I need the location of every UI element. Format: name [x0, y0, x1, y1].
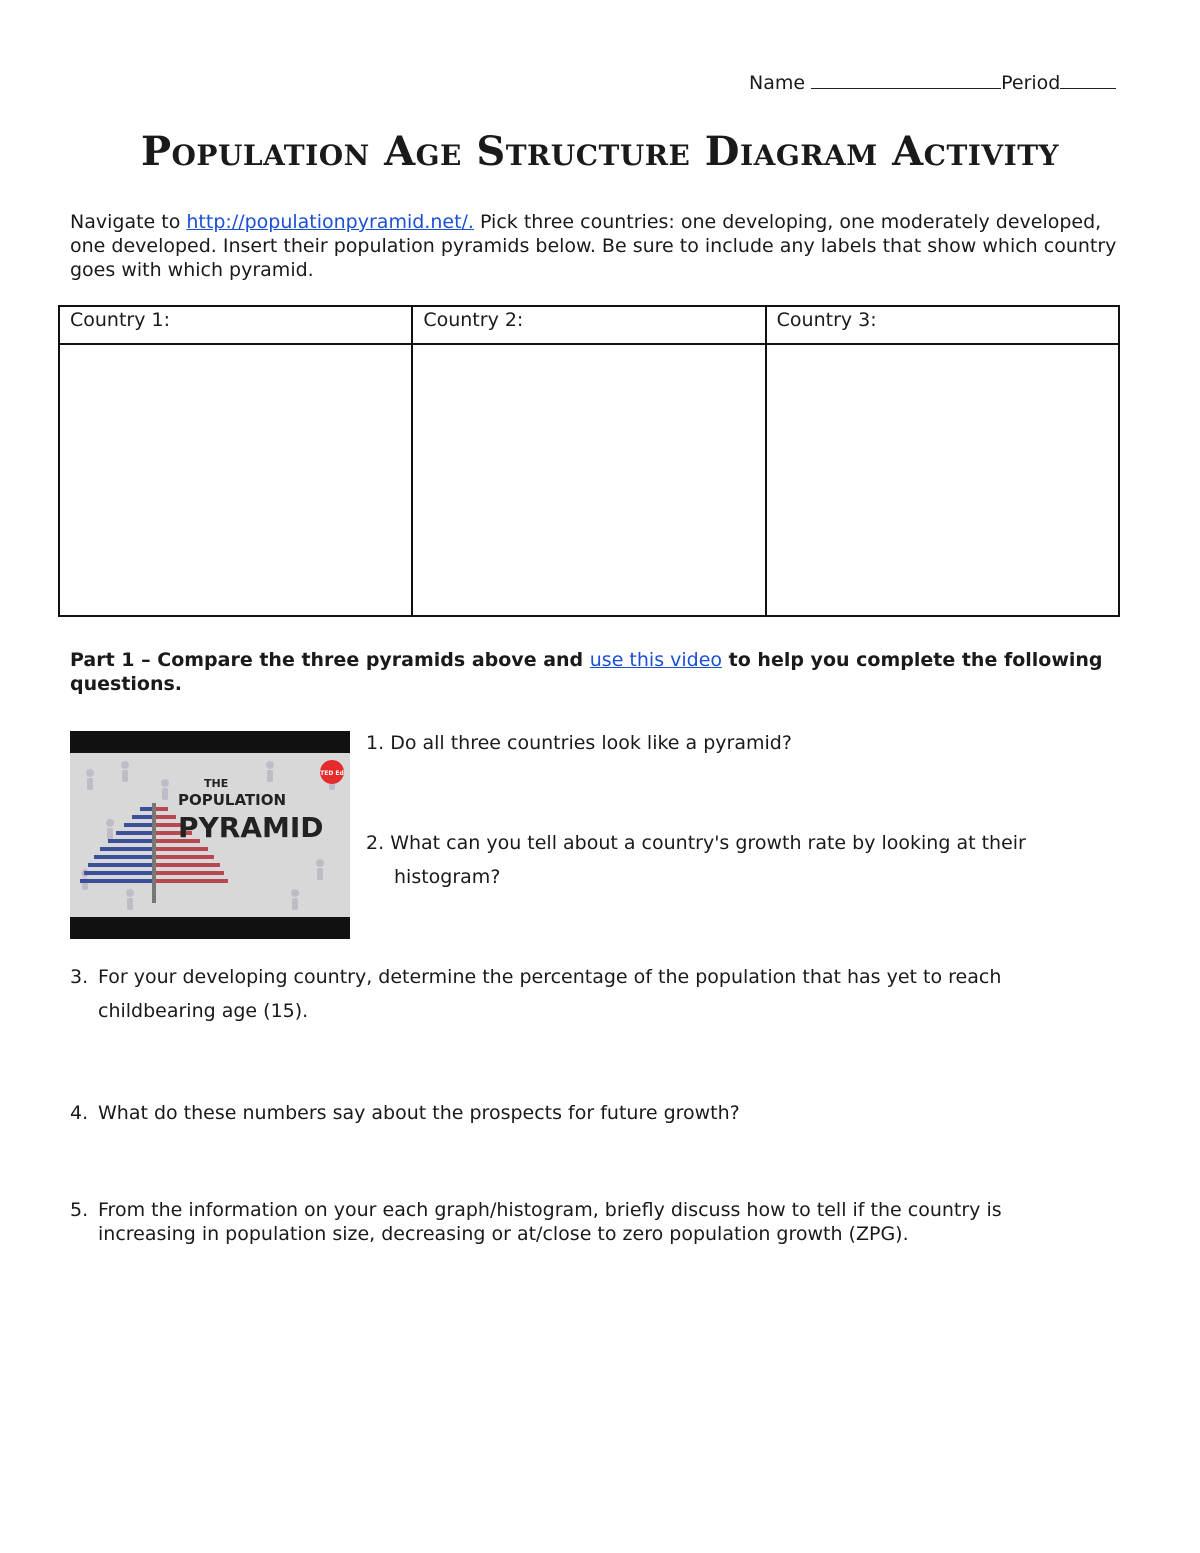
- pyramid-axis: [152, 803, 156, 903]
- countries-table: [58, 305, 1120, 617]
- question-1-text: Do all three countries look like a pyramid?: [390, 732, 792, 754]
- table-header-row: [59, 306, 1119, 344]
- name-label: Name: [749, 72, 806, 94]
- population-pyramid-link[interactable]: http://populationpyramid.net/.: [186, 211, 474, 233]
- country-1-cell[interactable]: [59, 344, 412, 616]
- question-3-text: For your developing country, determine the percentage of the population that has yet to reach: [98, 966, 1002, 988]
- video-thumbnail[interactable]: [70, 731, 350, 939]
- thumb-title-line1: THE: [204, 777, 229, 790]
- country-3-cell[interactable]: [766, 344, 1119, 616]
- question-5-text: From the information on your each graph/histogram, briefly discuss how to tell if the country is: [98, 1199, 1002, 1221]
- thumb-title-line2: POPULATION: [178, 791, 287, 809]
- question-4-number: 4.: [70, 1102, 89, 1124]
- question-5: [70, 1198, 1130, 1246]
- question-5-text-cont: increasing in population size, decreasing or at/close to zero population growth (ZPG).: [98, 1223, 909, 1245]
- intro-prefix: Navigate to: [70, 211, 187, 233]
- question-1: [366, 726, 792, 760]
- name-blank[interactable]: [811, 70, 1001, 89]
- country-1-header: Country 1:: [59, 306, 412, 344]
- intro-paragraph: [70, 210, 1130, 282]
- question-2-text: What can you tell about a country's growth rate by looking at their: [390, 832, 1026, 854]
- part1-suffix: to help you complete the following questions.: [70, 649, 1103, 695]
- question-5-number: 5.: [70, 1199, 89, 1221]
- question-2-number: 2.: [366, 832, 385, 854]
- question-1-number: 1.: [366, 732, 385, 754]
- thumb-title-line3: PYRAMID: [178, 811, 324, 844]
- period-label: Period: [1001, 72, 1061, 94]
- part1-instructions: [70, 648, 1130, 696]
- question-2-text-cont: histogram?: [394, 866, 501, 888]
- page-title: Population Age Structure Diagram Activity: [140, 128, 1060, 175]
- question-2: [366, 826, 1086, 894]
- country-2-cell[interactable]: [412, 344, 765, 616]
- question-4: [70, 1096, 1130, 1130]
- population-pyramid-graphic: [70, 753, 350, 917]
- intro-suffix: Pick three countries: one developing, one moderately developed, one developed. Insert their population pyramids below. Be sure to include any labels that show which country goes with which pyramid.: [70, 211, 1117, 281]
- question-3-text-cont: childbearing age (15).: [98, 1000, 309, 1022]
- period-blank[interactable]: [1060, 70, 1116, 89]
- question-3-number: 3.: [70, 966, 89, 988]
- table-body-row: [59, 344, 1119, 616]
- question-4-text: What do these numbers say about the prospects for future growth?: [98, 1102, 740, 1124]
- video-link[interactable]: use this video: [589, 649, 723, 671]
- name-period-line: [749, 70, 1116, 94]
- country-3-header: Country 3:: [766, 306, 1119, 344]
- video-thumbnail-image: [70, 753, 350, 917]
- ted-ed-badge-text: TED Ed: [320, 770, 344, 777]
- part1-prefix: Part 1 – Compare the three pyramids above and: [70, 649, 590, 671]
- country-2-header: Country 2:: [412, 306, 765, 344]
- question-3: [70, 960, 1130, 1028]
